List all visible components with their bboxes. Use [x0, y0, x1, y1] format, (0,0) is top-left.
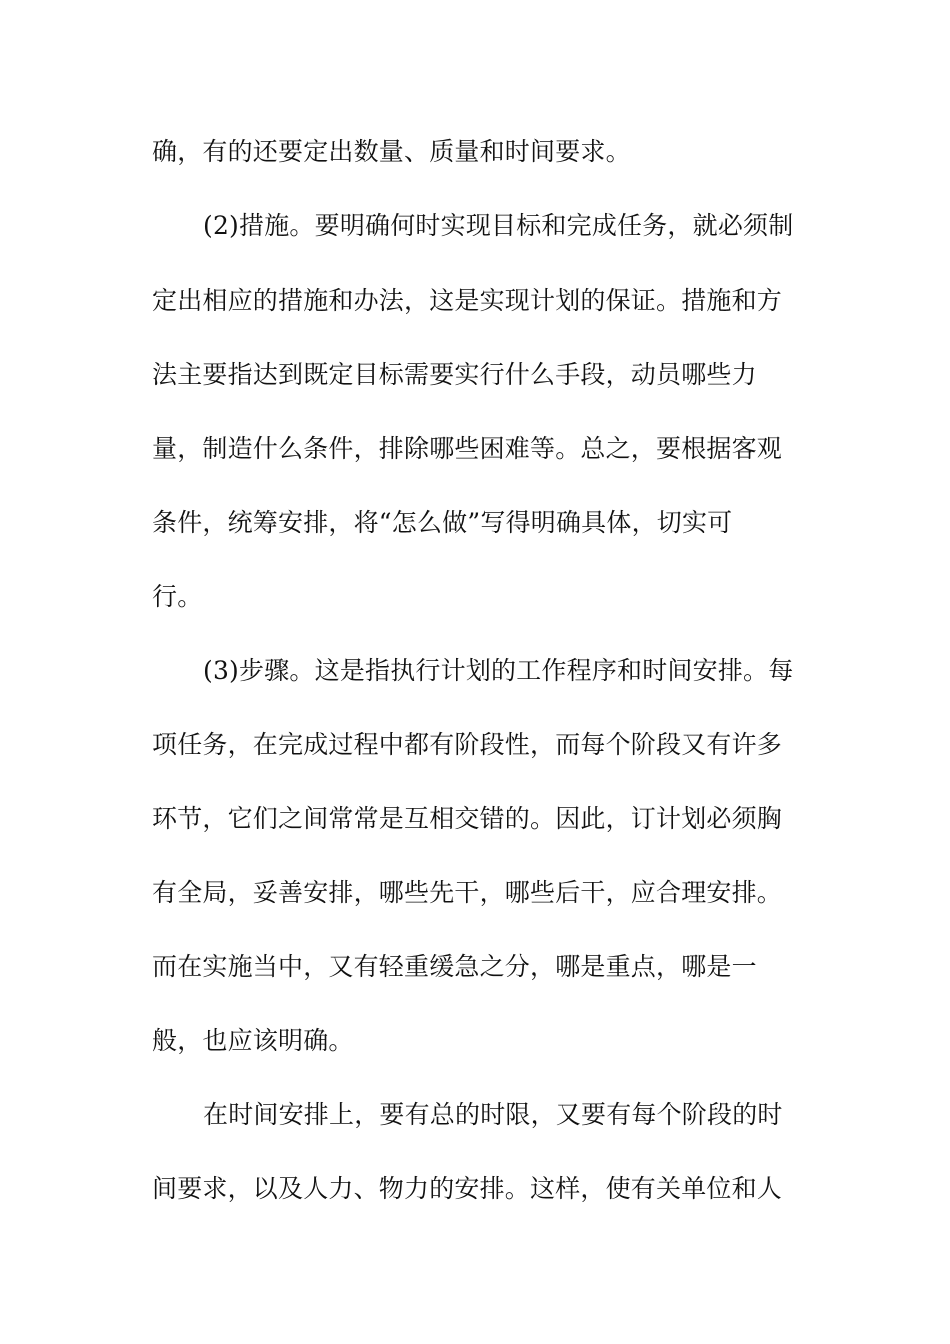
text-line: 定出相应的措施和办法，这是实现计划的保证。措施和方	[152, 286, 783, 315]
text-line: 般，也应该明确。	[152, 1026, 354, 1055]
paragraph-start-line: 在时间安排上，要有总的时限，又要有每个阶段的时	[203, 1100, 783, 1129]
paragraph-start-line: (2)措施。要明确何时实现目标和完成任务，就必须制	[203, 211, 794, 240]
text-line: 确，有的还要定出数量、质量和时间要求。	[152, 137, 631, 166]
text-line: 条件，统筹安排，将“怎么做”写得明确具体，切实可	[152, 508, 733, 537]
text-line: 项任务，在完成过程中都有阶段性，而每个阶段又有许多	[152, 730, 783, 759]
text-line: 而在实施当中，又有轻重缓急之分，哪是重点，哪是一	[152, 952, 757, 981]
text-line: 法主要指达到既定目标需要实行什么手段，动员哪些力	[152, 360, 757, 389]
text-line: 环节，它们之间常常是互相交错的。因此，订计划必须胸	[152, 804, 783, 833]
text-line: 间要求，以及人力、物力的安排。这样，使有关单位和人	[152, 1174, 783, 1203]
text-line: 量，制造什么条件，排除哪些困难等。总之，要根据客观	[152, 434, 783, 463]
text-line: 行。	[152, 582, 203, 611]
text-line: 有全局，妥善安排，哪些先干，哪些后干，应合理安排。	[152, 878, 783, 907]
paragraph-start-line: (3)步骤。这是指执行计划的工作程序和时间安排。每	[203, 656, 794, 685]
